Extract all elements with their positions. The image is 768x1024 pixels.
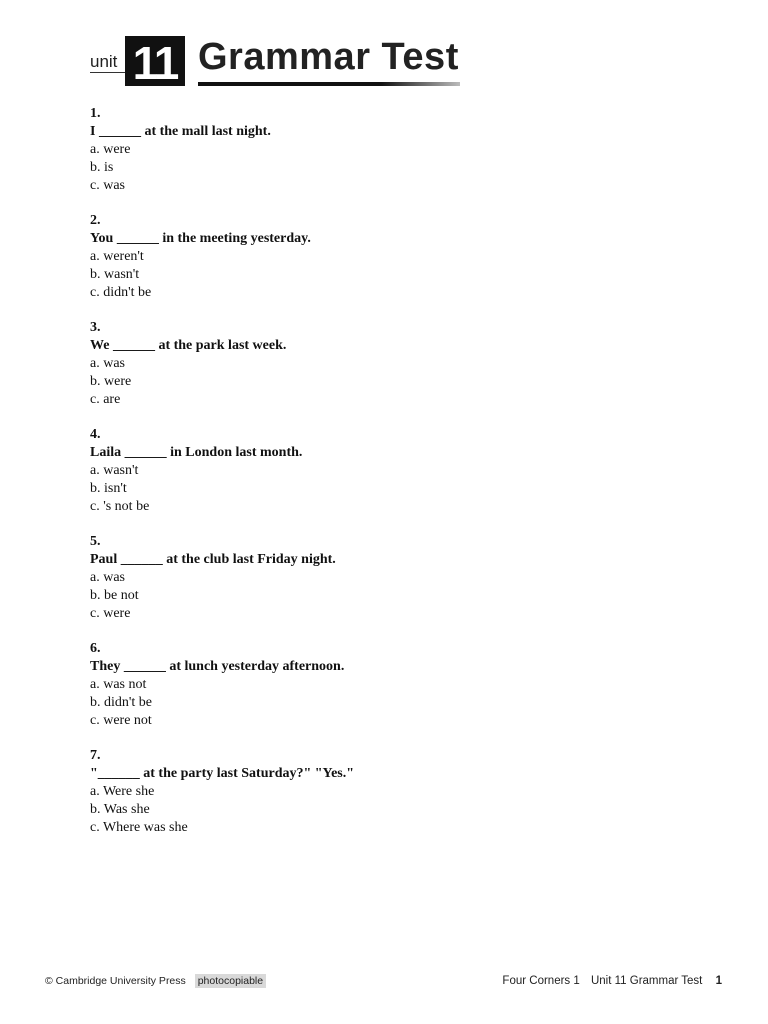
answer-option: b. wasn't [90, 267, 140, 282]
question-stem: You ______ in the meeting yesterday. [90, 231, 311, 246]
footer-copyright [45, 974, 266, 988]
question-stem: Laila ______ in London last month. [90, 445, 303, 460]
answer-option: a. were [90, 142, 131, 157]
answer-option: c. was [90, 178, 125, 193]
answer-option: c. were [90, 606, 131, 621]
answer-option: c. 's not be [90, 499, 150, 514]
question-number: 6. [90, 641, 101, 656]
answer-option: c. are [90, 392, 121, 407]
page-header [90, 34, 470, 90]
answer-option: b. be not [90, 588, 139, 603]
unit-label: unit [90, 52, 118, 71]
question-item [90, 640, 690, 730]
answer-option: a. weren't [90, 249, 144, 264]
question-stem: They ______ at lunch yesterday afternoon. [90, 659, 345, 674]
question-item [90, 105, 690, 195]
question-number: 2. [90, 213, 101, 228]
question-item [90, 212, 690, 302]
question-number: 3. [90, 320, 101, 335]
question-stem: "______ at the party last Saturday?" "Yes." [90, 766, 355, 781]
photocopiable-badge: photocopiable [195, 974, 266, 988]
question-number: 4. [90, 427, 101, 442]
page-title: Grammar Test [198, 36, 459, 78]
page-number: 1 [715, 975, 722, 987]
question-item [90, 533, 690, 623]
unit-number-badge: 11 [125, 36, 185, 86]
answer-option: b. didn't be [90, 695, 153, 710]
question-number: 5. [90, 534, 101, 549]
answer-option: b. isn't [90, 481, 127, 496]
unit-test-title: Unit 11 Grammar Test [590, 975, 703, 987]
copyright-text: © Cambridge University Press [45, 975, 186, 987]
question-number: 1. [90, 106, 101, 121]
question-stem: I ______ at the mall last night. [90, 124, 271, 139]
question-stem: We ______ at the park last week. [90, 338, 287, 353]
question-item [90, 426, 690, 516]
title-rule [198, 82, 460, 86]
book-title: Four Corners 1 [502, 975, 580, 987]
answer-option: a. was [90, 356, 125, 371]
question-stem: Paul ______ at the club last Friday night. [90, 552, 336, 567]
answer-option: a. was [90, 570, 125, 585]
question-item [90, 747, 690, 837]
answer-option: a. Were she [90, 784, 155, 799]
answer-option: c. didn't be [90, 285, 152, 300]
answer-option: a. wasn't [90, 463, 139, 478]
answer-option: b. were [90, 374, 132, 389]
footer-book-info [502, 975, 722, 987]
answer-option: b. Was she [90, 802, 150, 817]
question-number: 7. [90, 748, 101, 763]
answer-option: a. was not [90, 677, 147, 692]
answer-option: c. Where was she [90, 820, 188, 835]
question-list [90, 105, 690, 854]
answer-option: b. is [90, 160, 114, 175]
question-item [90, 319, 690, 409]
answer-option: c. were not [90, 713, 152, 728]
unit-underline [90, 72, 126, 73]
